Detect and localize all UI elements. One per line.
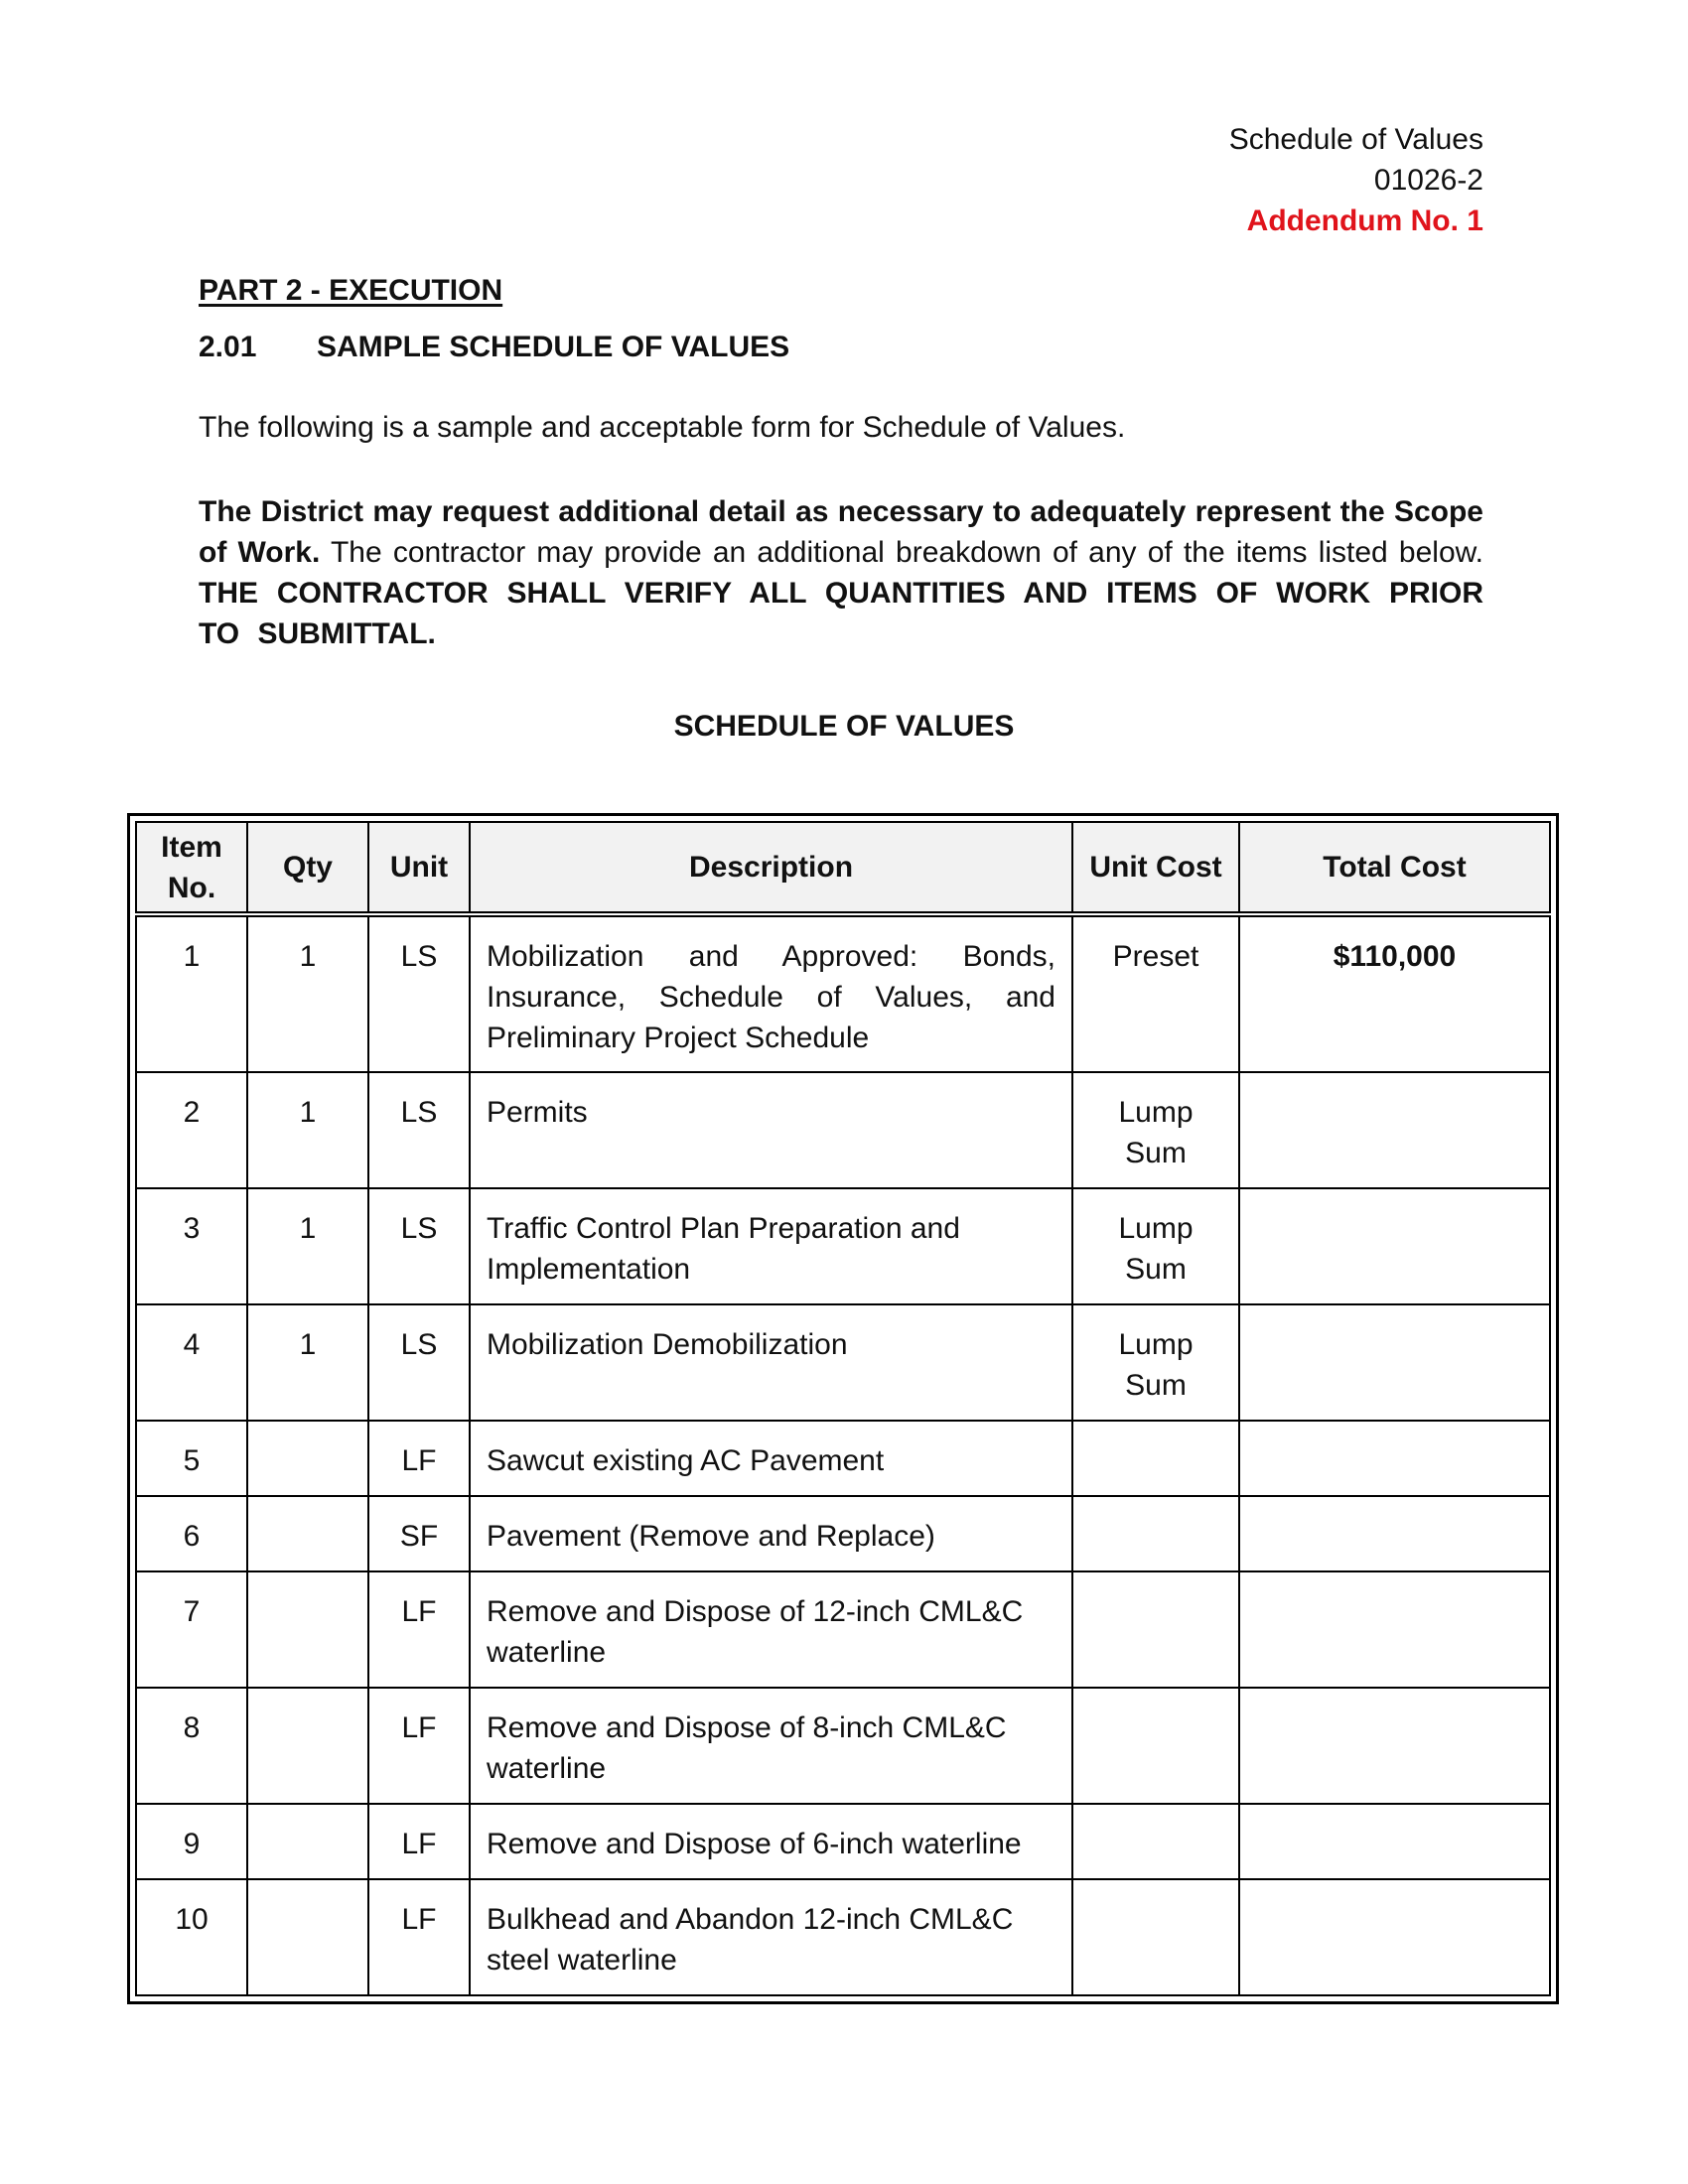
col-header-qty: Qty (247, 822, 368, 914)
table-row (136, 1304, 1550, 1421)
cell-unit-cost: Lump Sum (1072, 1304, 1239, 1421)
cell-item: 5 (136, 1421, 247, 1496)
cell-unit-cost (1072, 1571, 1239, 1688)
cell-item: 8 (136, 1688, 247, 1804)
table-title: SCHEDULE OF VALUES (673, 710, 1015, 743)
cell-qty (247, 1496, 368, 1571)
table-row (136, 1688, 1550, 1804)
cell-qty (247, 1571, 368, 1688)
cell-item: 7 (136, 1571, 247, 1688)
cell-qty (247, 1421, 368, 1496)
table-row (136, 1571, 1550, 1688)
col-header-unit-cost: Unit Cost (1072, 822, 1239, 914)
cell-description: Mobilization Demobilization (470, 1304, 1072, 1421)
header-section-number: 01026-2 (1373, 164, 1483, 197)
cell-item: 4 (136, 1304, 247, 1421)
cell-unit-cost (1072, 1804, 1239, 1879)
cell-total-cost (1239, 1804, 1550, 1879)
table-row (136, 1496, 1550, 1571)
header-addendum: Addendum No. 1 (1246, 205, 1483, 237)
cell-description: Remove and Dispose of 6-inch waterline (470, 1804, 1072, 1879)
page-header (1229, 119, 1483, 241)
cell-item: 2 (136, 1072, 247, 1188)
cell-qty: 1 (247, 914, 368, 1072)
cell-total-cost: $110,000 (1239, 914, 1550, 1072)
cell-unit-cost: Lump Sum (1072, 1072, 1239, 1188)
cell-description: Bulkhead and Abandon 12-inch CML&C steel waterline (470, 1879, 1072, 1995)
cell-total-cost (1239, 1496, 1550, 1571)
cell-unit-cost (1072, 1421, 1239, 1496)
part-heading: PART 2 - EXECUTION (199, 274, 503, 307)
cell-total-cost (1239, 1571, 1550, 1688)
notice-normal-text: The contractor may provide an additional breakdown of any of the items listed below. (320, 536, 1483, 569)
cell-description: Sawcut existing AC Pavement (470, 1421, 1072, 1496)
cell-description: Remove and Dispose of 8-inch CML&C waterline (470, 1688, 1072, 1804)
cell-item: 1 (136, 914, 247, 1072)
header-doc-title: Schedule of Values (1228, 123, 1483, 156)
cell-unit: LF (368, 1571, 470, 1688)
table-row (136, 1804, 1550, 1879)
notice-bold-lead: The District may request additional detail as necessary to adequately represent the Scope of Work. (199, 495, 1483, 569)
col-header-unit: Unit (368, 822, 470, 914)
cell-total-cost (1239, 1188, 1550, 1304)
table-row (136, 1421, 1550, 1496)
cell-unit-cost (1072, 1496, 1239, 1571)
cell-qty: 1 (247, 1188, 368, 1304)
cell-description: Pavement (Remove and Replace) (470, 1496, 1072, 1571)
cell-unit-cost: Lump Sum (1072, 1188, 1239, 1304)
table-row (136, 1072, 1550, 1188)
cell-item: 6 (136, 1496, 247, 1571)
cell-unit-cost (1072, 1688, 1239, 1804)
cell-qty (247, 1804, 368, 1879)
schedule-of-values-table (127, 813, 1559, 2004)
cell-qty: 1 (247, 1304, 368, 1421)
cell-total-cost (1239, 1072, 1550, 1188)
cell-description: Remove and Dispose of 12-inch CML&C waterline (470, 1571, 1072, 1688)
cell-item: 10 (136, 1879, 247, 1995)
cell-unit: LS (368, 914, 470, 1072)
cell-unit: LF (368, 1421, 470, 1496)
cell-total-cost (1239, 1304, 1550, 1421)
cell-total-cost (1239, 1421, 1550, 1496)
cell-total-cost (1239, 1688, 1550, 1804)
cell-unit-cost: Preset (1072, 914, 1239, 1072)
table-row (136, 914, 1550, 1072)
notice-verify-text: THE CONTRACTOR SHALL VERIFY ALL QUANTITIES AND ITEMS OF WORK PRIOR TO SUBMITTAL. (199, 577, 1483, 650)
cell-unit: LS (368, 1072, 470, 1188)
table-header-row (136, 822, 1550, 914)
col-header-item: Item No. (136, 822, 247, 914)
cell-unit: LF (368, 1804, 470, 1879)
section-number: 2.01 (199, 331, 257, 363)
cell-unit: LF (368, 1688, 470, 1804)
section-heading (199, 331, 790, 364)
cell-total-cost (1239, 1879, 1550, 1995)
col-header-total-cost: Total Cost (1239, 822, 1550, 914)
cell-unit: SF (368, 1496, 470, 1571)
cell-unit-cost (1072, 1879, 1239, 1995)
table-row (136, 1188, 1550, 1304)
sov-table (135, 821, 1551, 1996)
table-row (136, 1879, 1550, 1995)
cell-description: Mobilization and Approved: Bonds, Insurance, Schedule of Values, and Preliminary Project Schedule (470, 914, 1072, 1072)
cell-description: Permits (470, 1072, 1072, 1188)
cell-unit: LS (368, 1188, 470, 1304)
cell-qty (247, 1688, 368, 1804)
cell-qty: 1 (247, 1072, 368, 1188)
cell-item: 3 (136, 1188, 247, 1304)
cell-unit: LF (368, 1879, 470, 1995)
intro-paragraph: The following is a sample and acceptable form for Schedule of Values. (199, 411, 1126, 444)
notice-paragraph (199, 491, 1483, 654)
cell-item: 9 (136, 1804, 247, 1879)
section-title: SAMPLE SCHEDULE OF VALUES (317, 331, 790, 363)
cell-description: Traffic Control Plan Preparation and Implementation (470, 1188, 1072, 1304)
cell-unit: LS (368, 1304, 470, 1421)
col-header-description: Description (470, 822, 1072, 914)
cell-qty (247, 1879, 368, 1995)
